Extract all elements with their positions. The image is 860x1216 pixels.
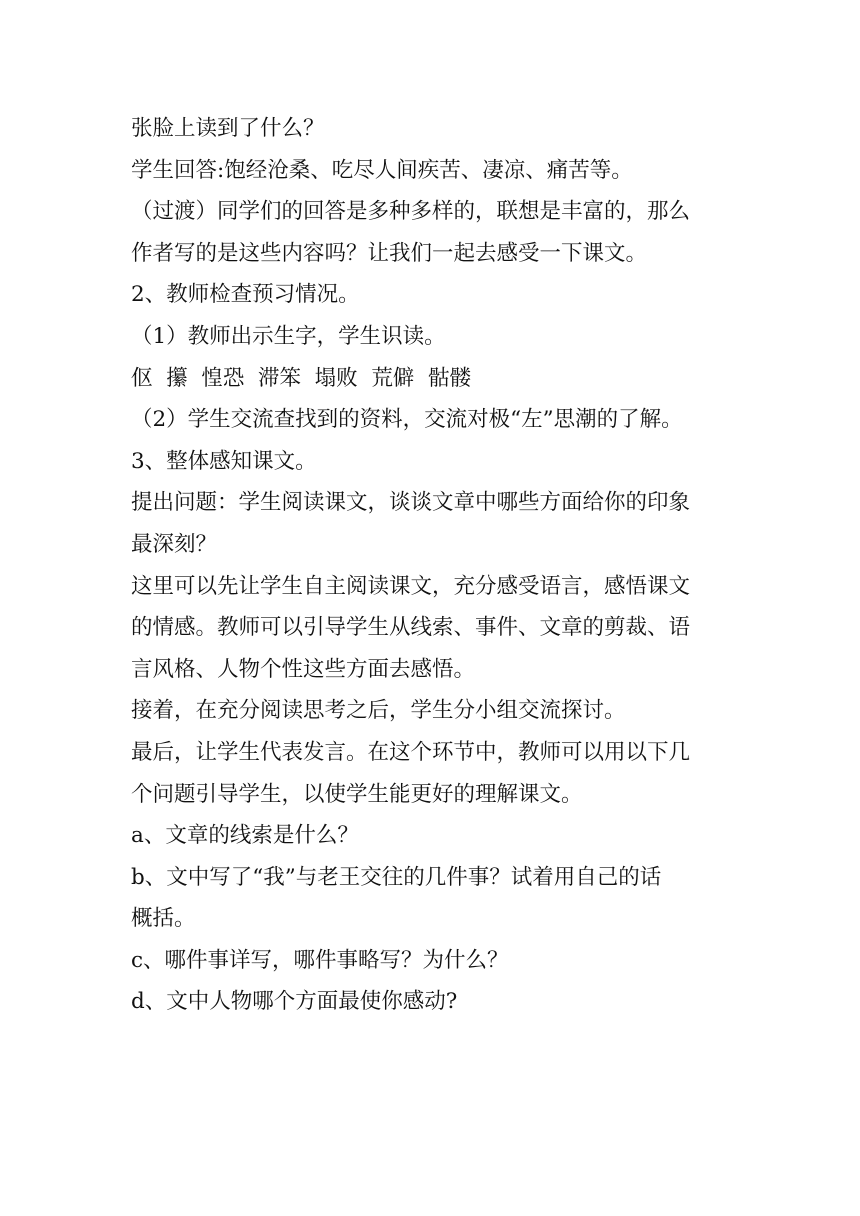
- text-line: c、哪件事详写，哪件事略写？为什么？: [131, 947, 509, 973]
- text-line: 个问题引导学生，以使学生能更好的理解课文。: [131, 781, 583, 807]
- text-line: b、文中写了“我”与老王交往的几件事？试着用自己的话: [131, 864, 662, 890]
- text-line: 最后，让学生代表发言。在这个环节中，教师可以用以下几: [131, 739, 691, 765]
- text-line: 言风格、人物个性这些方面去感悟。: [131, 656, 476, 682]
- text-line: 作者写的是这些内容吗？让我们一起去感受一下课文。: [131, 240, 648, 266]
- text-line: 这里可以先让学生自主阅读课文，充分感受语言，感悟课文: [131, 573, 691, 599]
- text-line: 接着，在充分阅读思考之后，学生分小组交流探讨。: [131, 698, 626, 724]
- text-line: 学生回答:饱经沧桑、吃尽人间疾苦、凄凉、痛苦等。: [131, 157, 633, 183]
- text-line: （过渡）同学们的回答是多种多样的，联想是丰富的，那么: [131, 199, 691, 225]
- text-line: （1）教师出示生字，学生识读。: [131, 323, 446, 349]
- text-line: 最深刻？: [131, 531, 218, 557]
- text-line: （2）学生交流查找到的资料，交流对极“左”思潮的了解。: [131, 407, 683, 433]
- text-line: a、文章的线索是什么？: [131, 823, 359, 849]
- text-line: 的情感。教师可以引导学生从线索、事件、文章的剪裁、语: [131, 615, 691, 641]
- text-line: 张脸上读到了什么？: [131, 116, 325, 141]
- text-line: 3、整体感知课文。: [131, 448, 317, 474]
- text-line: 伛 攥 惶恐 滞笨 塌败 荒僻 骷髅: [131, 365, 472, 391]
- text-line: 2、教师检查预习情况。: [131, 282, 360, 308]
- text-line: 提出问题：学生阅读课文，谈谈文章中哪些方面给你的印象: [131, 490, 691, 516]
- text-line: d、文中人物哪个方面最使你感动?: [131, 989, 458, 1015]
- document-page: [131, 108, 731, 1023]
- text-line: 概括。: [131, 906, 196, 932]
